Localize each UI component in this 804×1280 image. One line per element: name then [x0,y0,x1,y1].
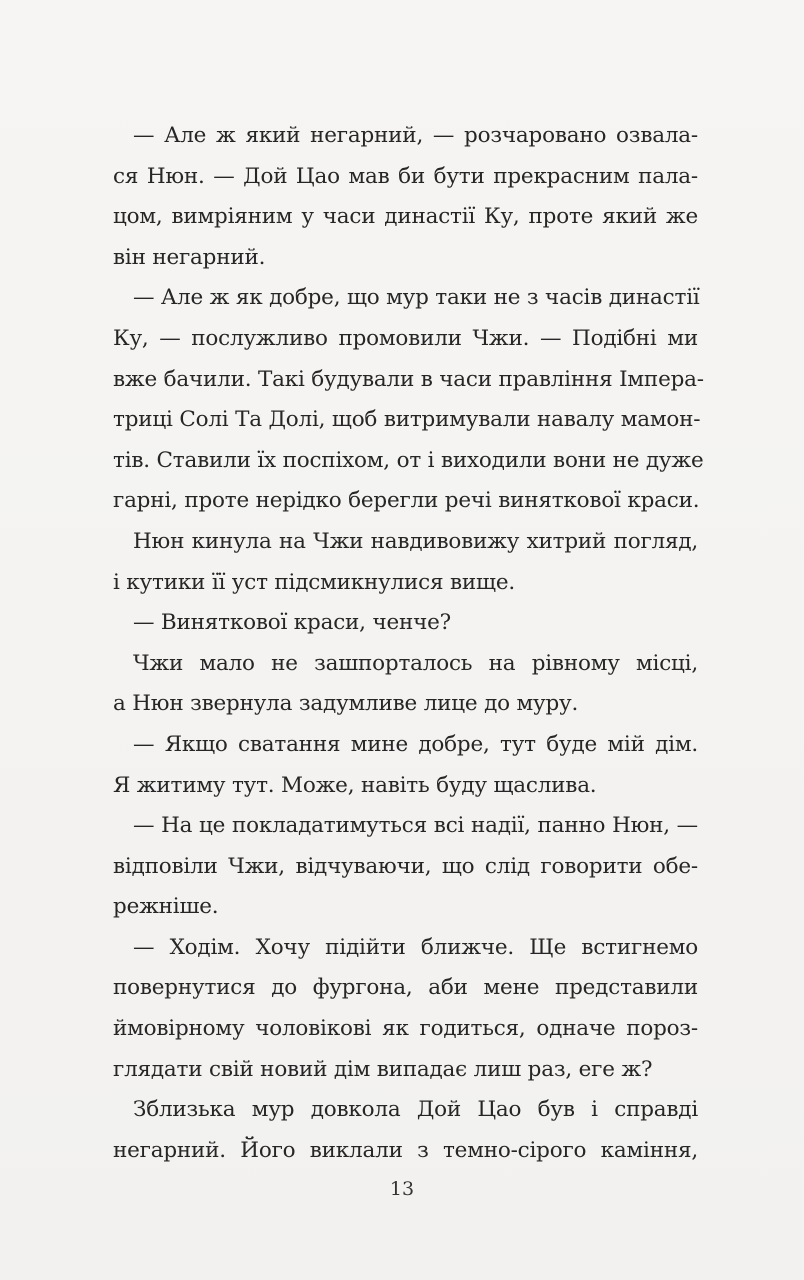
text-line: — Але ж як добре, що мур таки не з часів династії [133,285,700,311]
text-line: триці Солі Та Долі, щоб витримували навалу мамон- [113,407,701,433]
text-line: Зблизька мур довкола Дой Цао був і справді [133,1097,698,1123]
text-line: режніше. [113,894,219,920]
text-line: негарний. Його виклали з темно-сірого каміння, [113,1137,698,1163]
text-line: Ку, — послужливо промовили Чжи. — Подібні ми [113,325,698,351]
text-line: і кутики її уст підсмикнулися вище. [113,569,515,595]
text-line: — Якщо сватання мине добре, тут буде мій дім. [133,731,698,757]
text-line: відповіли Чжи, відчуваючи, що слід говорити обе- [113,853,698,879]
text-line: Я житиму тут. Може, навіть буду щаслива. [113,772,597,798]
text-line: вже бачили. Такі будували в часи правління Імпера- [113,366,704,392]
text-line: а Нюн звернула задумливе лице до муру. [113,691,579,717]
text-line: ймовірному чоловікові як годиться, одначе порoз- [113,1016,698,1042]
text-line: Чжи мало не зашпорталось на рівному місці, [133,650,698,676]
page-number: 13 [389,1178,415,1200]
text-line: глядати свій новий дім випадає лиш раз, еге ж? [113,1056,653,1082]
text-line: ся Нюн. — Дой Цао мав би бути прекрасним пала- [113,163,698,189]
text-line: тів. Ставили їх поспіхом, от і виходили вони не дуже [113,447,704,473]
text-line: Нюн кинула на Чжи навдивовижу хитрий погляд, [133,528,698,554]
text-line: гарні, проте нерідко берегли речі виняткової краси. [113,488,700,514]
text-line: — Виняткової краси, ченче? [133,610,451,636]
text-line: цом, вимріяним у часи династії Ку, проте який же [113,204,698,230]
text-line: — На це покладатимуться всі надії, панно Нюн, — [133,813,698,839]
text-line: — Але ж який негарний, — розчаровано озвала- [133,123,698,148]
page-text [113,116,704,1171]
text-line: — Ходім. Хочу підійти ближче. Ще встигнемо [133,934,698,960]
text-line: повернутися до фургона, аби мене представили [113,975,698,1001]
text-line: він негарний. [113,244,266,270]
